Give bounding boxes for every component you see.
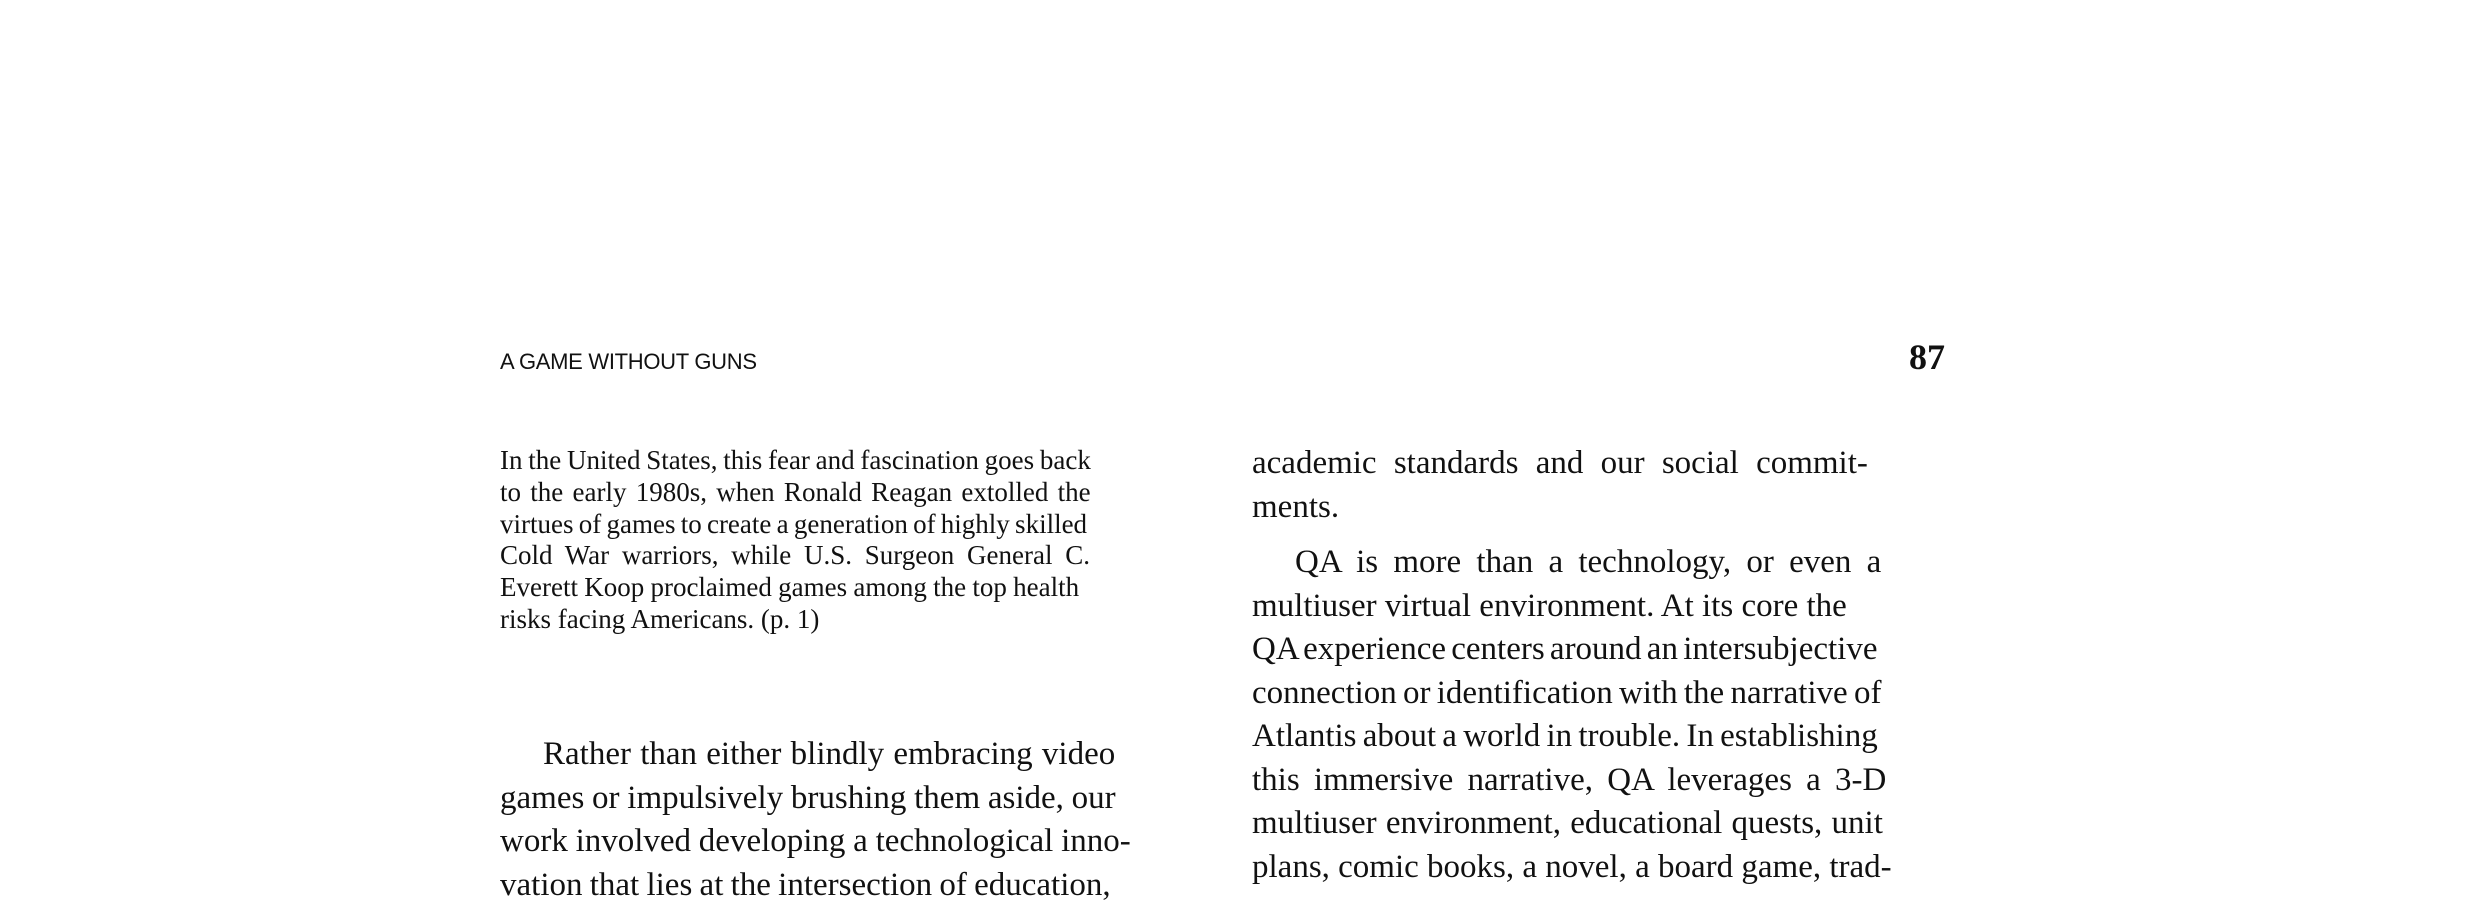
body-line: ments. bbox=[1252, 486, 1944, 530]
quote-line: In the United States, this fear and fascination goes back bbox=[500, 445, 1190, 477]
body-line: Atlantis about a world in trouble. In establishing bbox=[1252, 715, 1944, 759]
page-number: 87 bbox=[1895, 336, 1945, 378]
running-head: A GAME WITHOUT GUNS bbox=[500, 349, 757, 375]
body-line: QA experience centers around an intersubjective bbox=[1252, 628, 1944, 672]
body-line: vation that lies at the intersection of education, bbox=[500, 864, 1190, 907]
right-column-text bbox=[1252, 442, 1944, 889]
quote-line: risks facing Americans. (p. 1) bbox=[500, 604, 1190, 636]
body-line: academic standards and our social commit- bbox=[1252, 442, 1944, 486]
body-line: Rather than either blindly embracing video bbox=[500, 733, 1190, 777]
body-line: work involved developing a technological inno- bbox=[500, 820, 1190, 864]
body-line: plans, comic books, a novel, a board game, trad- bbox=[1252, 846, 1944, 890]
quote-line: Everett Koop proclaimed games among the top health bbox=[500, 572, 1190, 604]
quote-line: Cold War warriors, while U.S. Surgeon General C. bbox=[500, 540, 1190, 572]
quote-line: to the early 1980s, when Ronald Reagan extolled the bbox=[500, 477, 1190, 509]
block-quote bbox=[500, 445, 1190, 636]
body-line: multiuser environment, educational quests, unit bbox=[1252, 802, 1944, 846]
body-line: this immersive narrative, QA leverages a 3-D bbox=[1252, 759, 1944, 803]
paragraph-gap bbox=[1252, 529, 1944, 541]
body-line: connection or identification with the narrative of bbox=[1252, 672, 1944, 716]
quote-line: virtues of games to create a generation of highly skilled bbox=[500, 509, 1190, 541]
body-line: QA is more than a technology, or even a bbox=[1252, 541, 1944, 585]
body-line: games or impulsively brushing them aside, our bbox=[500, 777, 1190, 821]
body-line: multiuser virtual environment. At its core the bbox=[1252, 585, 1944, 629]
left-column-text bbox=[500, 733, 1190, 907]
